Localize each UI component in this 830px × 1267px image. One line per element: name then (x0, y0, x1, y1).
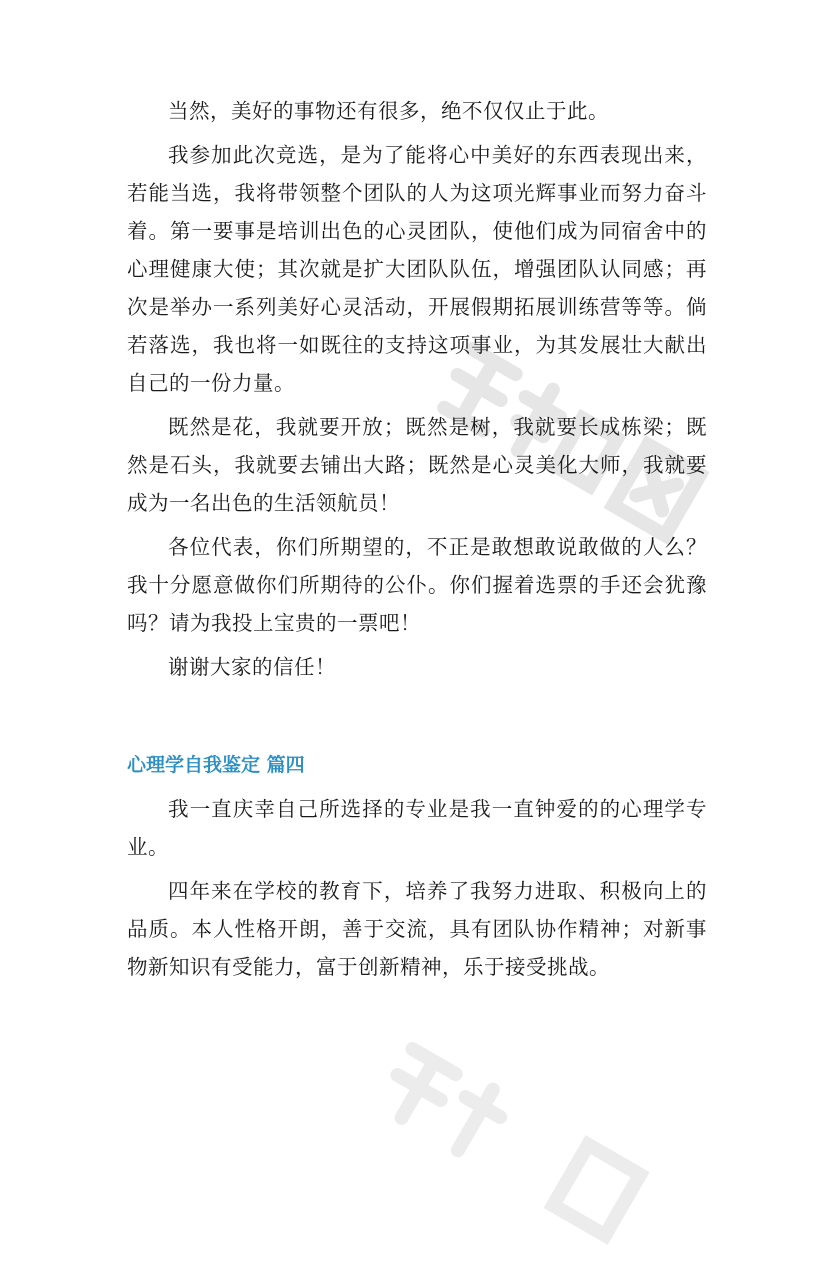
paragraph-5: 谢谢大家的信任！ (168, 655, 336, 679)
paragraph-4: 各位代表，你们所期望的，不正是敢想敢说敢做的人么？我十分愿意做你们所期待的公仆。你们握着选票的手还会犹豫吗？请为我投上宝贵的一票吧！ (127, 535, 707, 635)
paragraph-1: 当然，美好的事物还有很多，绝不仅仅止于此。 (168, 99, 609, 123)
document-page (127, 92, 707, 986)
paragraph-6: 我一直庆幸自己所选择的专业是我一直钟爱的的心理学专业。 (127, 797, 707, 859)
paragraph-3: 既然是花，我就要开放；既然是树，我就要长成栋梁；既然是石头，我就要去铺出大路；既然是心灵美化大师，我就要成为一名出色的生活领航员！ (127, 415, 707, 515)
paragraph-7: 四年来在学校的教育下，培养了我努力进取、积极向上的品质。本人性格开朗，善于交流，具有团队协作精神；对新事物新知识有受能力，富于创新精神，乐于接受挑战。 (127, 879, 707, 979)
watermark-graphic-bottom (350, 1013, 670, 1267)
section-heading: 心理学自我鉴定 篇四 (127, 754, 305, 776)
paragraph-2: 我参加此次竞选，是为了能将心中美好的东西表现出来，若能当选，我将带领整个团队的人为这项光辉事业而努力奋斗着。第一要事是培训出色的心灵团队，使他们成为同宿舍中的心理健康大使；其次就是扩大团队队伍，增强团队认同感；再次是举办一系列美好心灵活动，开展假期拓展训练营等等。倘若落选，我也将一如既往的支持这项事业，为其发展壮大献出自己的一份力量。 (127, 143, 707, 395)
